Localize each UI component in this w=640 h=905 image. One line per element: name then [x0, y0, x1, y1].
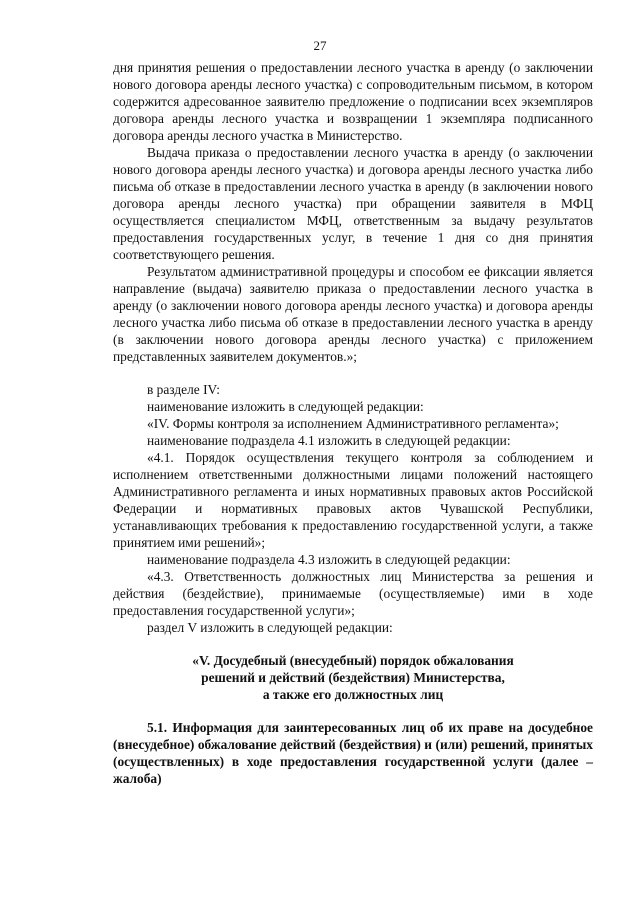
spacer [113, 703, 593, 719]
paragraph-section-iv: в разделе IV: [147, 382, 220, 397]
section-v-heading-line-2: решений и действий (бездействия) Министерства, [201, 670, 505, 685]
spacer [113, 636, 593, 652]
paragraph-section-v-intro: раздел V изложить в следующей редакции: [147, 620, 393, 635]
paragraph-issuance: Выдача приказа о предоставлении лесного участка в аренду (о заключении нового договора аренды лесного участка) и договора аренды лесного участка либо письма об отказе в предоставлении лесного участка в аренду (в заключении нового договора аренды лесного участка) при обращении заявителя в МФЦ осуществляется специалистом МФЦ, ответственным за выдачу результатов предоставления государственных услуг, в течение 1 дня со дня принятия соответствующего решения. [113, 145, 593, 262]
subsection-5-1-heading: 5.1. Информация для заинтересованных лиц об их праве на досудебное (внесудебное) обжалование действий (бездействия) и (или) решений, принятых (осуществленных) в ходе предоставления государственной услуги (далее – жалоба) [113, 720, 593, 786]
section-v-heading-line-1: «V. Досудебный (внесудебный) порядок обжалования [192, 653, 514, 668]
page-number: 27 [313, 38, 327, 53]
paragraph-subsection-4-1-intro: наименование подраздела 4.1 изложить в следующей редакции: [147, 433, 511, 448]
paragraph-continuation: дня принятия решения о предоставлении лесного участка в аренду (о заключении нового договора аренды лесного участка) с сопроводительным письмом, в котором содержится адресованное заявителю предложение о подписании всех экземпляров договора аренды лесного участка и возвращении 1 экземпляра подписанного договора аренды лесного участка в Министерство. [113, 60, 593, 143]
paragraph-result: Результатом административной процедуры и способом ее фиксации является направление (выдача) заявителю приказа о предоставлении лесного участка в аренду (о заключении нового договора аренды лесного участка) и договора аренды лесного участка либо письма об отказе в предоставлении лесного участка в аренду (в заключении нового договора аренды лесного участка) с приложением представленных заявителем документов.»; [113, 264, 593, 364]
paragraph-subsection-4-3-intro: наименование подраздела 4.3 изложить в следующей редакции: [147, 552, 511, 567]
section-v-heading-line-3: а также его должностных лиц [262, 687, 444, 702]
paragraph-subsection-4-1: «4.1. Порядок осуществления текущего контроля за соблюдением и исполнением ответственными должностными лицами положений настоящего Административного регламента и иных нормативных правовых актов Российской Федерации и нормативных правовых актов Чувашской Республики, устанавливающих требования к предоставлению государственной услуги, а также принятием ими решений»; [113, 450, 593, 550]
paragraph-subsection-4-3: «4.3. Ответственность должностных лиц Министерства за решения и действия (бездействие), принимаемые (осуществляемые) ими в ходе предоставления государственной услуги»; [113, 569, 593, 618]
paragraph-section-iv-title: «IV. Формы контроля за исполнением Административного регламента»; [147, 416, 559, 431]
document-body [113, 59, 593, 787]
spacer [113, 365, 593, 381]
paragraph-title-change: наименование изложить в следующей редакции: [147, 399, 424, 414]
